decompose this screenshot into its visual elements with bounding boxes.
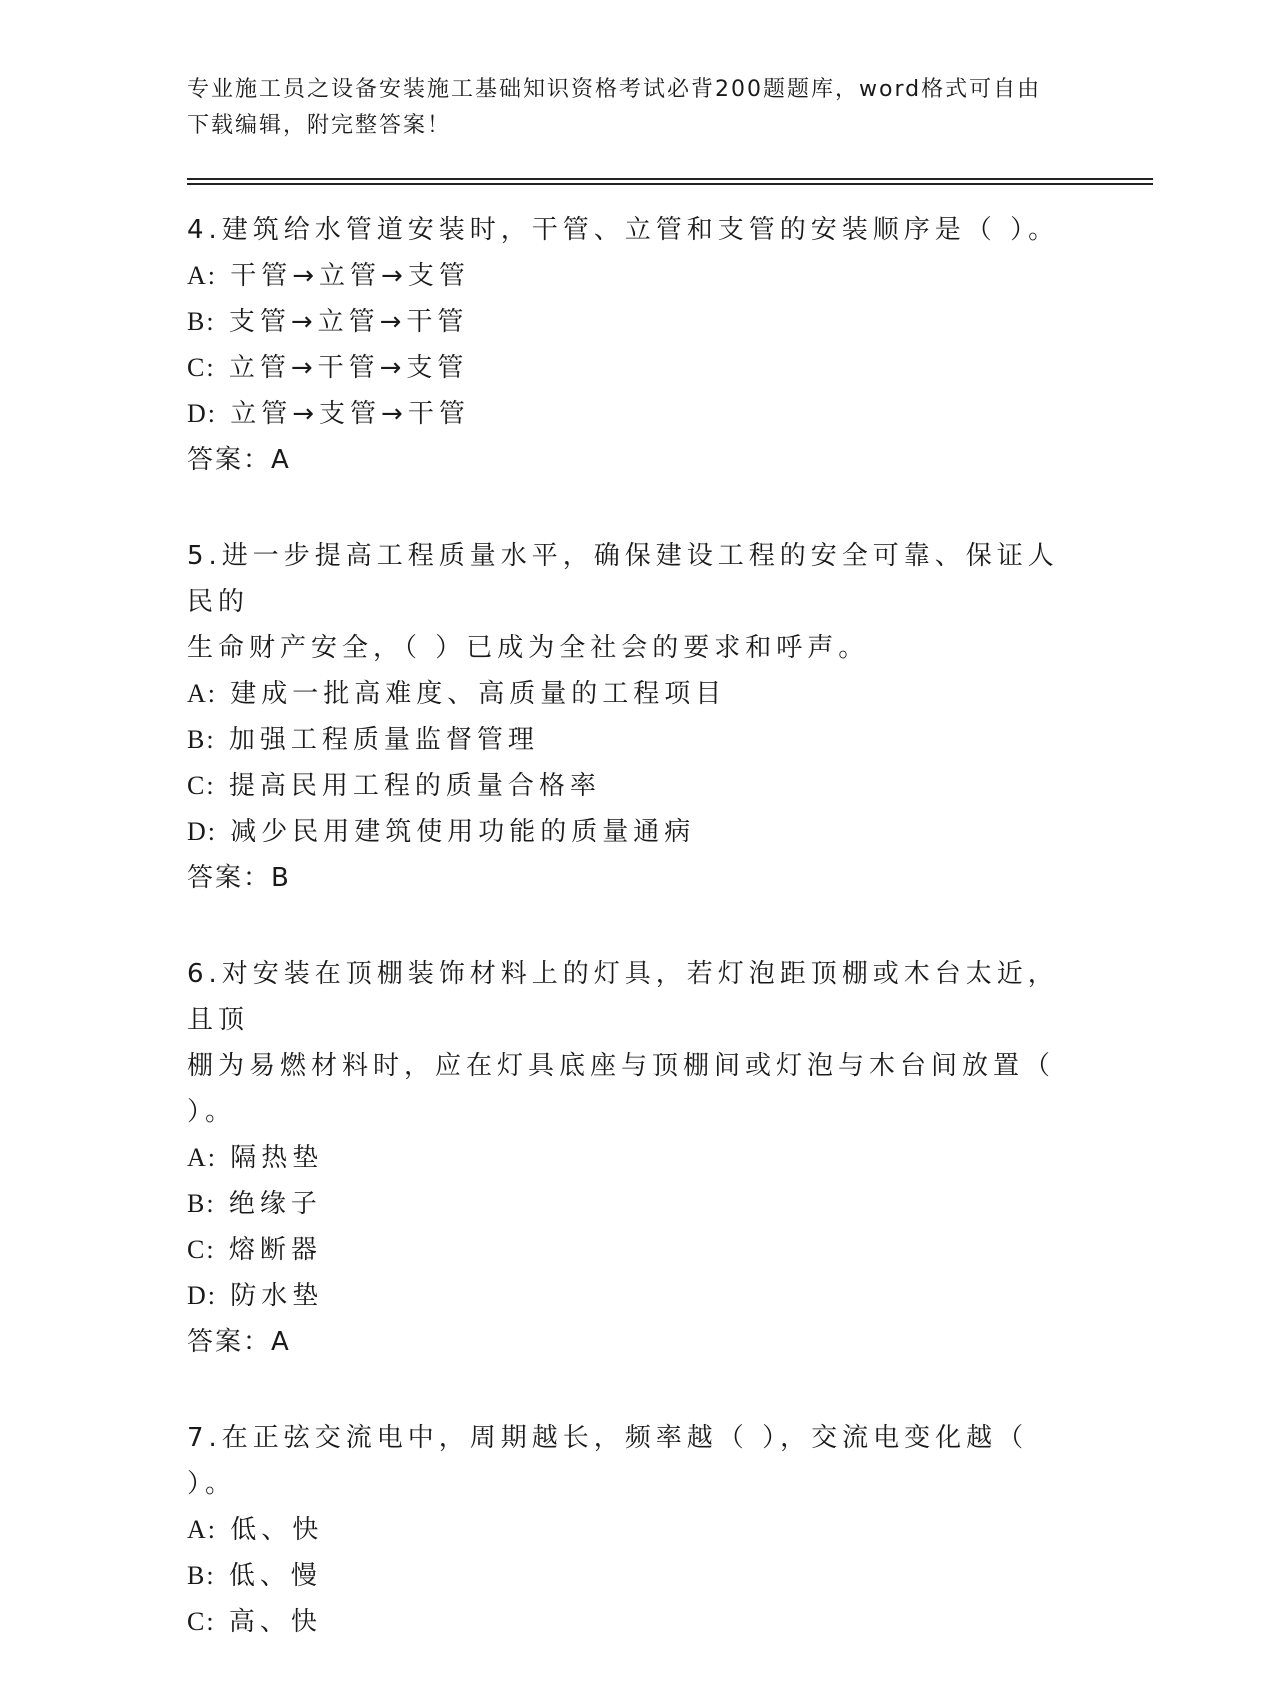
option-text: 绝缘子 — [228, 1189, 322, 1219]
option-text: 立管→支管→干管 — [230, 399, 470, 429]
answer-option — [187, 717, 1087, 763]
option-key: C: — [187, 1235, 216, 1264]
option-text: 隔热垫 — [230, 1143, 324, 1173]
header-line-2: 下载编辑，附完整答案！ — [187, 113, 452, 138]
answer-option — [187, 1181, 1087, 1227]
option-key: A: — [187, 679, 217, 708]
option-text: 熔断器 — [228, 1235, 322, 1265]
answer-option — [187, 671, 1087, 717]
question-block — [187, 1415, 1087, 1645]
option-key: C: — [187, 353, 216, 382]
option-key: B: — [187, 1561, 216, 1590]
question-stem: 生命财产安全，（ ）已成为全社会的要求和呼声。 — [187, 633, 870, 663]
option-text: 减少民用建筑使用功能的质量通病 — [230, 817, 696, 847]
option-key: C: — [187, 1607, 216, 1636]
option-text: 防水垫 — [230, 1281, 324, 1311]
header-divider-bottom — [187, 183, 1153, 185]
answer-line: 答案：A — [187, 445, 291, 475]
answer-line: 答案：A — [187, 1327, 291, 1357]
answer-option — [187, 809, 1087, 855]
option-key: B: — [187, 307, 216, 336]
question-stem: 4.建筑给水管道安装时，干管、立管和支管的安装顺序是（ ）。 — [187, 215, 1060, 245]
answer-option — [187, 253, 1087, 299]
question-stem: 6.对安装在顶棚装饰材料上的灯具，若灯泡距顶棚或木台太近，且顶 — [187, 959, 1059, 1035]
option-key: B: — [187, 725, 216, 754]
question-block — [187, 207, 1087, 483]
answer-option — [187, 345, 1087, 391]
header-divider-top — [187, 178, 1153, 180]
option-text: 建成一批高难度、高质量的工程项目 — [230, 679, 727, 709]
question-stem: 7.在正弦交流电中，周期越长，频率越（ ），交流电变化越（ ）。 — [187, 1423, 1029, 1499]
option-text: 低、快 — [230, 1515, 324, 1545]
option-key: A: — [187, 1515, 217, 1544]
option-key: D: — [187, 1281, 217, 1310]
option-text: 支管→立管→干管 — [228, 307, 469, 337]
answer-option — [187, 1227, 1087, 1273]
option-key: A: — [187, 261, 217, 290]
option-text: 干管→立管→支管 — [230, 261, 470, 291]
answer-line: 答案：B — [187, 863, 291, 893]
answer-option — [187, 1273, 1087, 1319]
answer-option — [187, 1553, 1087, 1599]
option-key: D: — [187, 399, 217, 428]
option-text: 提高民用工程的质量合格率 — [228, 771, 601, 801]
document-header — [187, 72, 1067, 144]
answer-option — [187, 763, 1087, 809]
option-key: C: — [187, 771, 216, 800]
answer-option — [187, 1135, 1087, 1181]
option-key: B: — [187, 1189, 216, 1218]
question-block — [187, 533, 1087, 901]
option-key: A: — [187, 1143, 217, 1172]
option-text: 高、快 — [228, 1607, 322, 1637]
question-stem: 棚为易燃材料时，应在灯具底座与顶棚间或灯泡与木台间放置（ ）。 — [187, 1051, 1056, 1127]
header-line-1: 专业施工员之设备安装施工基础知识资格考试必背200题题库，word格式可自由 — [187, 77, 1042, 102]
option-key: D: — [187, 817, 217, 846]
option-text: 立管→干管→支管 — [228, 353, 469, 383]
answer-option — [187, 1599, 1087, 1645]
question-list — [187, 207, 1087, 1695]
answer-option — [187, 391, 1087, 437]
answer-option — [187, 299, 1087, 345]
option-text: 加强工程质量监督管理 — [228, 725, 539, 755]
answer-option — [187, 1507, 1087, 1553]
question-stem: 5.进一步提高工程质量水平，确保建设工程的安全可靠、保证人民的 — [187, 541, 1059, 617]
option-text: 低、慢 — [228, 1561, 322, 1591]
question-block — [187, 951, 1087, 1365]
